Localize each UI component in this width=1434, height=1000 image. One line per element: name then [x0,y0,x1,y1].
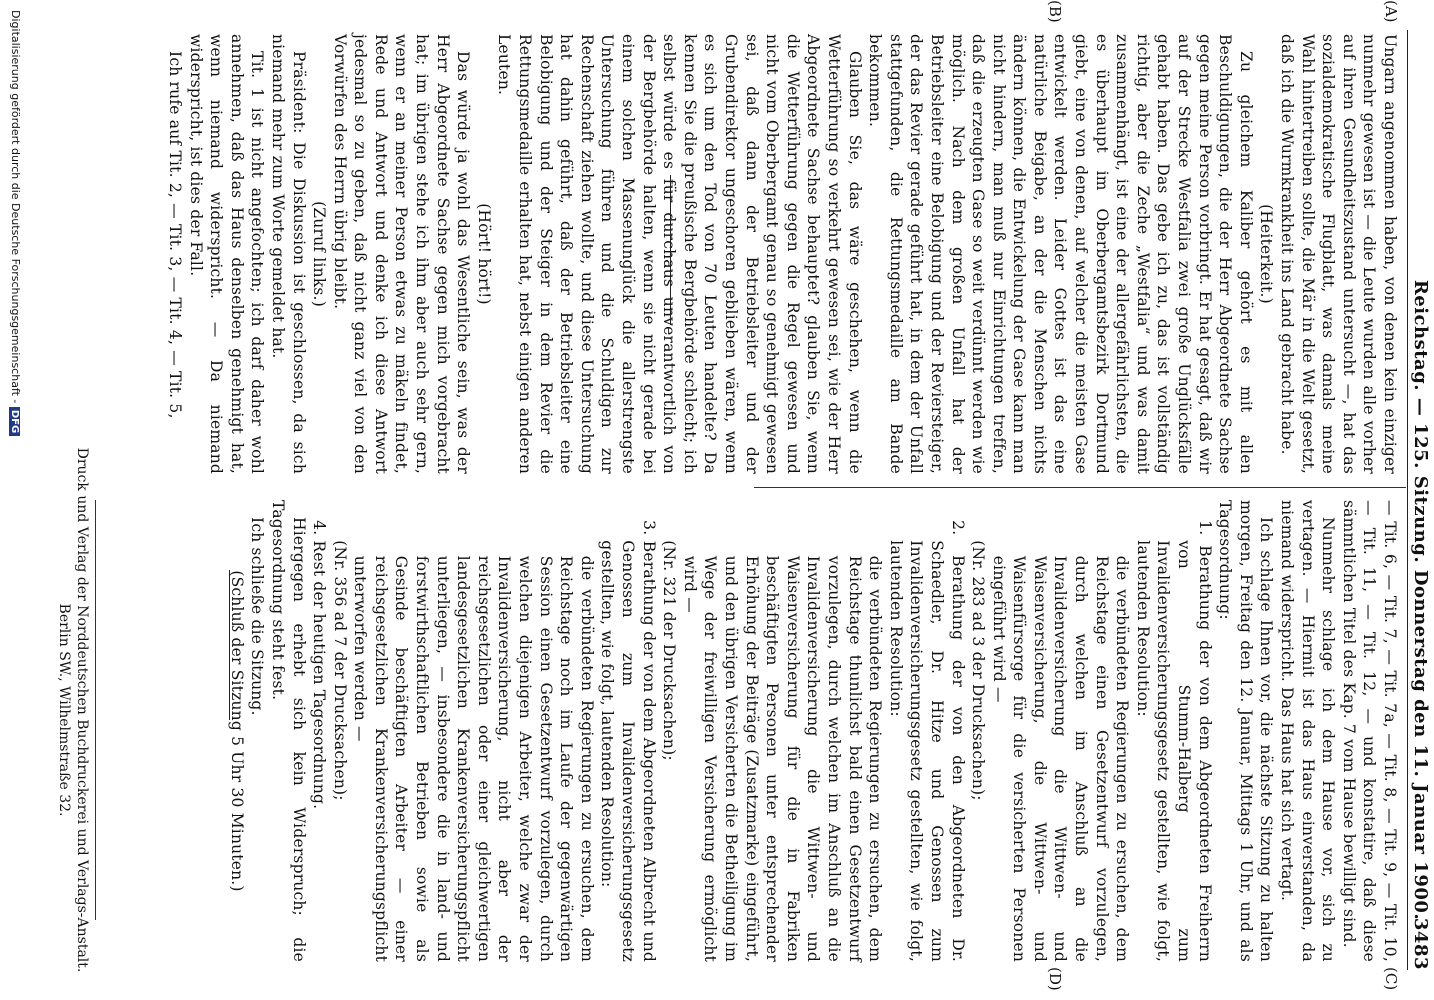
agenda-item: 4. Rest der heutigen Tagesordnung. [310,520,329,810]
paragraph: Glauben Sie, das wäre geschehen, wenn die Wetterführung so verkehrt gewesen sei, wie der Herr Abgeordnete Sachse behauptet? glauben Sie, wenn die Wetterführung gegen die Regel gewesen und nicht vom Oberbergamt genau so genehmigt gewesen sei, daß dann der Betriebsleiter und der Grubendirektor ungeschoren geblieben wären, wenn es sich um den Tod von 70 Leuten handelte? Da kennen Sie die preußische Bergbehörde schlecht; ich selbst würde es für durchaus unverantwortlich von der Bergbehörde halten, wenn sie nicht gerade bei einem solchen Massenunglück die allerstrengste Untersuchung führen und die Schuldigen zur Rechenschaft ziehen wollte, und diese Untersuchung hat dahin geführt, daß der Betriebsleiter eine Belobigung und der Steiger in dem Revier die Rettungsmedaille erhalten hat, nebst einigen anderen Leuten. [495,34,864,474]
paragraph: Tit. 1 ist nicht angefochten; ich darf daher wohl annehmen, daß das Haus denselben genehmigt hat, wenn niemand widerspricht. — Da niemand widerspricht, ist dies der Fall. [186,34,267,474]
paragraph: Ungarn angenommen haben, von denen kein einziger nunmehr gewesen ist — die Leute wurden alle vorher auf ihren Gesundheitszustand untersucht —, hat das sozialdemokratische Flugblatt, was damals meine Wahl hintertreiben sollte, die Mär in die Welt gesetzt, daß ich die Wurmkrankheit ins Land gebracht habe. [1278,34,1399,474]
paragraph: — Tit. 6, — Tit. 7, — Tit. 7a, — Tit. 8, — Tit. 9, — Tit. 10, — Tit. 11, — Tit. 12, — und konstatire, daß diese sämmtlichen Titel des Kap. 7 vom Hause bewilligt sind. [1339,500,1399,962]
digitization-note [9,10,22,1000]
margin-mark-b: (B) [1046,0,1064,23]
page-number: 3483 [1410,917,1431,970]
imprint-top-rule [95,500,96,920]
margin-mark-a: (A) [1382,0,1400,23]
interjection: (Heiterkeit.) [1257,204,1276,304]
digitization-text: Digitalisierung gefördert durch die Deutsche Forschungsgemeinschaft - [9,10,22,404]
paragraph: Hiergegen erhebt sich kein Widerspruch; die Tagesordnung steht fest. [268,500,308,962]
paragraph: Das würde ja wohl das Wesentliche sein, was der Herr Abgeordnete Sachse gegen mich vorgebracht hat; im übrigen stehe ich ihm aber auch sehr gern, wenn er an meiner Person etwas zu mäkeln findet, Rede und Antwort und denke ich diese Antwort jedesmal so zu geben, daß nicht ganz viel von den Vorwürfen des Herrn übrig bleibt. [330,34,473,474]
left-column [164,34,1400,474]
president-paragraph: Präsident: Die Diskussion ist geschlossen, da sich niemand mehr zum Worte gemeldet hat. [268,34,308,474]
interjection: (Zuruf links.) [310,201,329,307]
paragraph: Ich schließe die Sitzung. [248,517,267,716]
header-rule [1407,30,1408,970]
agenda-item: 1. Berathung der von dem Abgeordneten Freiherrn von Stumm-Halberg zum Invalidenversicherungsgesetz gestellten, wie folgt, lautenden Resolution: [1133,520,1214,962]
paragraph: Nunmehr schlage ich dem Hause vor, sich zu vertagen. — Hiermit ist das Haus einverstanden, da niemand widerspricht. Das Haus hat sich vertagt. [1278,500,1338,962]
left-end-rule [670,175,671,325]
paragraph: Zu gleichem Kaliber gehört es mit allen Beschuldigungen, die der Herr Abgeordnete Sachse gegen meine Person vorbringt. Er hat gesagt, daß wir auf der Strecke Westfalia zwei große Unglücksfälle gehabt haben. Das gebe ich zu, das ist vollständig richtig, aber die Zeche „Westfalia“ und was damit zusammenhängt, ist eine der allergefährlichsten, die es überhaupt im Oberbergamtsbezirk Dortmund giebt, eine von denen, auf welcher die meisten Gase entwickelt werden. Leider Gottes ist das eine natürliche Beigabe, an der die Menschen nichts ändern können, die Entwickelung der Gase kann man nicht hindern, man muß nur Einrichtungen treffen, daß die erzeugten Gase so weit verdünnt werden wie möglich. Nach dem großen Unfall hat der Betriebsleiter eine Belobigung und der Reviersteiger, der das Revier gerade geführt hat, in dem der Unfall stattgefunden, die Rettungsmedaille am Bande bekommen. [866,34,1255,474]
imprint [55,430,91,990]
header-title: Reichstag. — 125. Sitzung. Donnerstag den 11. Januar 1900. [1410,279,1431,921]
resolution-text: die verbündeten Regierungen zu ersuchen, dem Reichstage thunlichst bald einen Gesetzentwurf vorzulegen, durch welchen im Anschluß an die Invalidenversicherung die Wittwen- und Waisenversicherung für die in Fabriken beschäftigten Personen unter entsprechender Erhöhung der Beiträge (Zusatzmarke) eingeführt, und den übrigen Versicherten die Betheiligung im Wege der freiwilligen Versicherung ermöglicht wird — [680,555,885,962]
closing-note: (Schluß der Sitzung 5 Uhr 30 Minuten.) [227,570,246,892]
right-column [226,500,1400,962]
paragraph: Ich rufe auf Tit. 2, — Tit. 3, — Tit. 4, — Tit. 5, [165,51,184,419]
resolution-text: die verbündeten Regierungen zu ersuchen, dem Reichstage noch im Laufe der gegenwärtigen Session einen Gesetzentwurf vorzulegen, durch welchen diejenigen Arbeiter, welche zwar der Invalidenversicherung, nicht aber der reichsgesetzlichen oder einer gleichwertigen landesgesetzlichen Krankenversicherungspflicht unterliegen, — insbesondere die in land- und forstwirthschaftlichen Betrieben sowie als Gesinde beschäftigten Arbeiter — einer reichsgesetzlichen Krankenversicherungspflicht unterworfen werden — [351,555,596,962]
margin-mark-c: (C) [1382,967,1400,991]
page-header [1410,240,1431,960]
agenda-item: 2. Berathung der von den Abgeordneten Dr. Schaedler, Dr. Hitze und Genossen zum Invalidenversicherungsgesetz gestellten, wie folgt, lautenden Resolution: [886,520,967,962]
right-end-rule [229,570,230,720]
agenda-item: 3. Berathung der von dem Abgeordneten Albrecht und Genossen zum Invalidenversicherungsgesetz gestellten, wie folgt, lautenden Resolution: [598,520,658,962]
drucksachen-ref: (Nr. 283 ad 3 der Drucksachen); [969,540,988,801]
column-divider [754,487,1406,488]
interjection: (Hört! hört!) [474,203,493,305]
drucksachen-ref: (Nr. 356 ad 7 der Drucksachen); [330,540,349,801]
imprint-line-1: Druck und Verlag der Norddeutschen Buchdruckerei und Verlags-Anstalt. [74,447,90,973]
dfg-logo: DFG [9,407,20,436]
margin-mark-d: (D) [1046,967,1064,991]
resolution-text: die verbündeten Regierungen zu ersuchen, dem Reichstage einen Gesetzentwurf vorzulegen, durch welchen im Anschluß an die Invalidenversicherung die Wittwen- und Waisenversicherung, die Wittwen- und Waisenfürsorge für die versicherten Personen eingeführt wird — [989,555,1132,962]
imprint-line-2: Berlin SW., Wilhelmstraße 32. [56,603,72,817]
paragraph: Ich schlage Ihnen vor, die nächste Sitzung zu halten morgen, Freitag den 12. Januar, Mittags 1 Uhr, und als Tagesordnung: [1216,500,1276,962]
drucksachen-ref: (Nr. 321 der Drucksachen); [660,540,679,761]
